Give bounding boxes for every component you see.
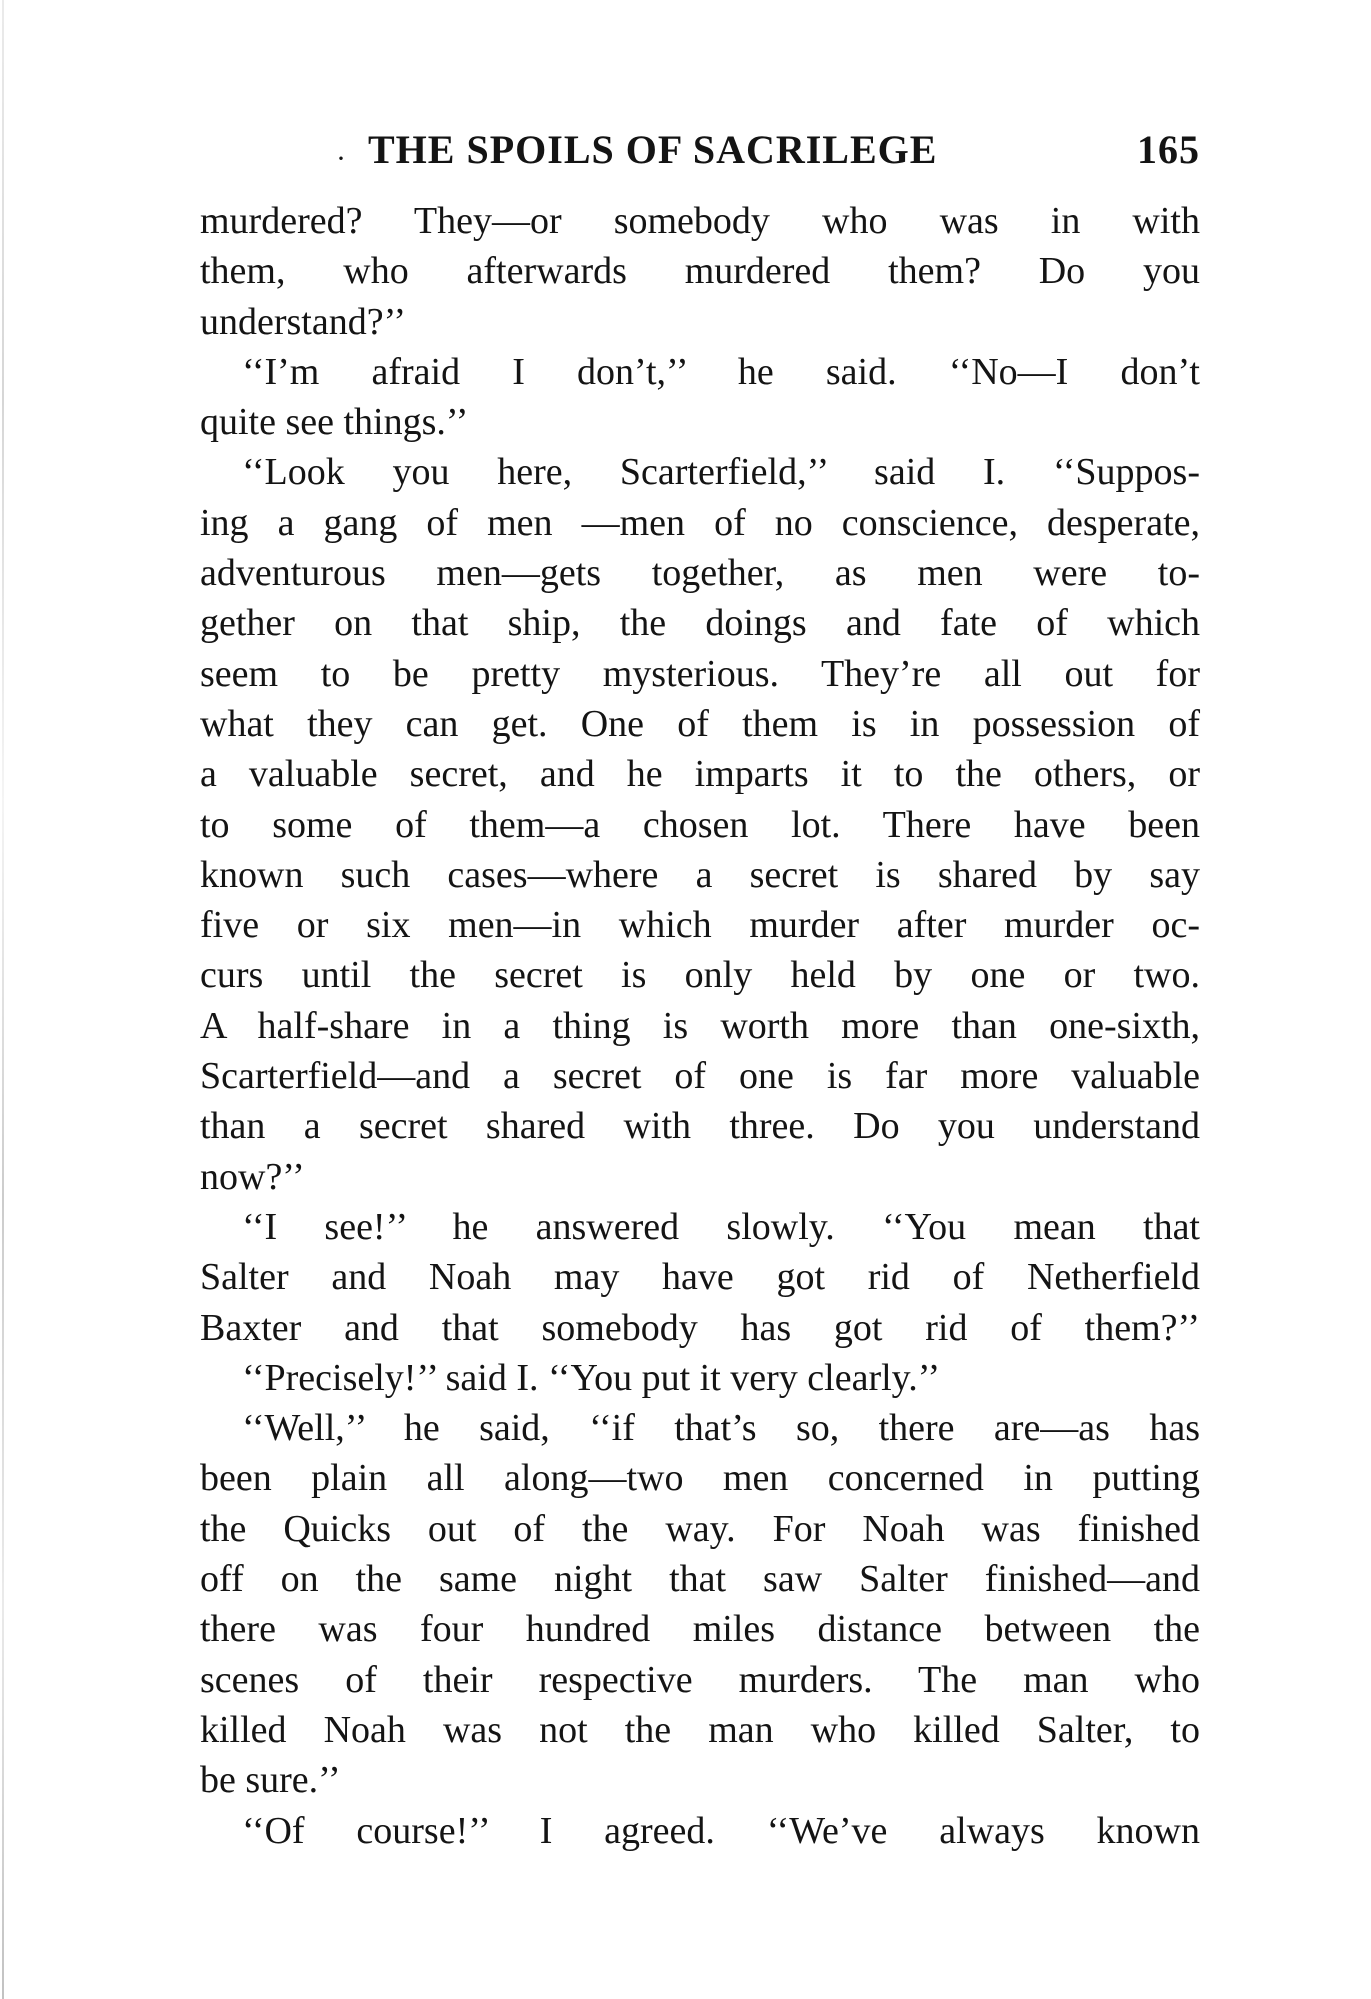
text-line: understand?’’ xyxy=(200,300,407,343)
text-line: ‘‘Of course!’’ I agreed. ‘‘We’ve always known xyxy=(242,1809,1200,1852)
body-text xyxy=(200,196,1200,1856)
text-line: quite see things.’’ xyxy=(200,401,469,444)
text-line: five or six men—in which murder after murder oc- xyxy=(200,904,1200,947)
text-line: to some of them—a chosen lot. There have been xyxy=(200,803,1200,846)
page-edge-shadow xyxy=(2,0,4,1999)
text-line: murdered? They—or somebody who was in with xyxy=(200,200,1200,242)
text-line: ing a gang of men —men of no conscience, desperate, xyxy=(200,501,1200,544)
text-line: gether on that ship, the doings and fate of which xyxy=(200,602,1200,645)
text-line: a valuable secret, and he imparts it to the others, or xyxy=(200,753,1200,796)
text-line: there was four hundred miles distance between the xyxy=(200,1608,1200,1651)
text-line: now?’’ xyxy=(200,1155,305,1198)
text-line: off on the same night that saw Salter finished—and xyxy=(200,1558,1200,1601)
text-line: ‘‘Well,’’ he said, ‘‘if that’s so, there are—as has xyxy=(242,1407,1200,1450)
text-line: ‘‘I see!’’ he answered slowly. ‘‘You mean that xyxy=(242,1205,1200,1248)
text-line: Baxter and that somebody has got rid of them?’’ xyxy=(200,1306,1200,1349)
text-line: what they can get. One of them is in possession of xyxy=(200,702,1200,745)
text-line: than a secret shared with three. Do you understand xyxy=(200,1105,1200,1148)
text-line: Scarterfield—and a secret of one is far more valuable xyxy=(200,1055,1200,1098)
text-line: be sure.’’ xyxy=(200,1759,341,1802)
text-line: been plain all along—two men concerned in putting xyxy=(200,1457,1200,1500)
text-line: adventurous men—gets together, as men were to- xyxy=(200,552,1200,595)
text-line: ‘‘Precisely!’’ said I. ‘‘You put it very clearly.’’ xyxy=(242,1356,941,1399)
text-line: scenes of their respective murders. The man who xyxy=(200,1658,1200,1701)
running-header xyxy=(200,126,1200,186)
text-line: ‘‘Look you here, Scarterfield,’’ said I. ‘‘Suppos- xyxy=(242,451,1200,494)
text-line: A half-share in a thing is worth more than one-sixth, xyxy=(200,1004,1200,1047)
text-line: Salter and Noah may have got rid of Netherfield xyxy=(200,1256,1200,1299)
text-line: them, who afterwards murdered them? Do you xyxy=(200,250,1200,293)
running-title: THE SPOILS OF SACRILEGE xyxy=(368,127,938,172)
text-line: killed Noah was not the man who killed Salter, to xyxy=(200,1708,1200,1751)
text-line: ‘‘I’m afraid I don’t,’’ he said. ‘‘No—I don’t xyxy=(242,350,1200,393)
text-line: seem to be pretty mysterious. They’re all out for xyxy=(200,652,1200,695)
page-number: 165 xyxy=(1137,127,1200,172)
header-bullet: · xyxy=(336,142,347,175)
text-line: the Quicks out of the way. For Noah was finished xyxy=(200,1507,1200,1550)
text-line: known such cases—where a secret is shared by say xyxy=(200,853,1200,896)
text-line: curs until the secret is only held by one or two. xyxy=(200,954,1200,997)
